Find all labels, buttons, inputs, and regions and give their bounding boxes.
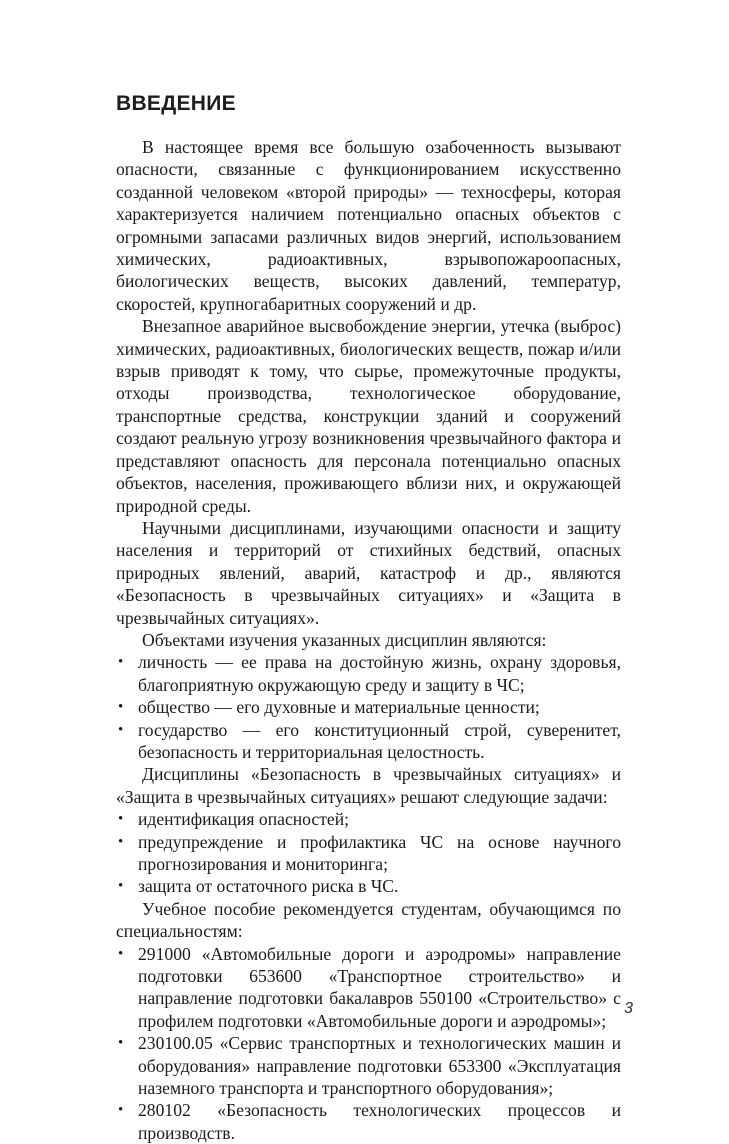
tasks-list <box>116 808 621 898</box>
list-item: • предупреждение и профилактика ЧС на основе научного прогнозирования и мониторинга; <box>116 831 621 876</box>
specialties-list <box>116 943 621 1144</box>
list-item: • 230100.05 «Сервис транспортных и технологических машин и оборудования» направление подготовки 653300 «Эксплуатация наземного транспорта и транспортного оборудования»; <box>116 1032 621 1099</box>
paragraph-tasks-lead: Дисциплины «Безопасность в чрезвычайных ситуациях» и «Защита в чрезвычайных ситуациях» решают следующие задачи: <box>116 764 621 807</box>
paragraph-intro: В настоящее время все большую озабоченность вызывают опасности, связанные с функционированием искусственно созданной человеком «второй природы» — техносферы, которая характеризуется наличием потенциально опасных объектов с огромными запасами различных видов энергий, использованием химических, радиоактивных, взрывопожароопасных, биологических веществ, высоких давлений, температур, скоростей, крупногабаритных сооружений и др. <box>116 137 621 314</box>
paragraph-disciplines: Научными дисциплинами, изучающими опасности и защиту населения и территорий от стихийных бедствий, опасных природных явлений, аварий, катастроф и др., являются «Безопасность в чрезвычайных ситуациях» и «Защита в чрезвычайных ситуациях». <box>116 517 621 628</box>
list-item: • защита от остаточного риска в ЧС. <box>116 875 621 897</box>
list-item: • общество — его духовные и материальные ценности; <box>116 696 621 718</box>
paragraph-emergency-release: Внезапное аварийное высвобождение энергии, утечка (выброс) химических, радиоактивных, биологических веществ, пожар и/или взрыв приводят к тому, что сырье, промежуточные продукты, отходы производства, технологическое оборудование, транспортные средства, конструкции зданий и сооружений создают реальную угрозу возникновения чрезвычайного фактора и представляют опасность для персонала потенциально опасных объектов, населения, проживающего вблизи них, и окружающей природной среды. <box>116 316 621 516</box>
objects-list <box>116 651 621 763</box>
body-text <box>116 136 621 1144</box>
paragraph-objects-lead: Объектами изучения указанных дисциплин являются: <box>142 629 547 650</box>
paragraph-specialties-lead: Учебное пособие рекомендуется студентам, обучающимся по специальностям: <box>116 898 621 942</box>
list-item: • 291000 «Автомобильные дороги и аэродромы» направление подготовки 653600 «Транспортное строительство» и направление подготовки бакалавров 550100 «Строительство» с профилем подготовки «Автомобильные дороги и аэродромы»; <box>116 943 621 1033</box>
list-item: • 280102 «Безопасность технологических процессов и производств. <box>116 1099 621 1144</box>
list-item: • личность — ее права на достойную жизнь, охрану здоровья, благоприятную окружающую среду и защиту в ЧС; <box>116 651 621 696</box>
list-item: • идентификация опасностей; <box>116 808 621 830</box>
page-number: 3 <box>624 1000 633 1017</box>
chapter-heading: ВВЕДЕНИЕ <box>116 92 236 115</box>
list-item: • государство — его конституционный строй, суверенитет, безопасность и территориальная целостность. <box>116 719 621 764</box>
